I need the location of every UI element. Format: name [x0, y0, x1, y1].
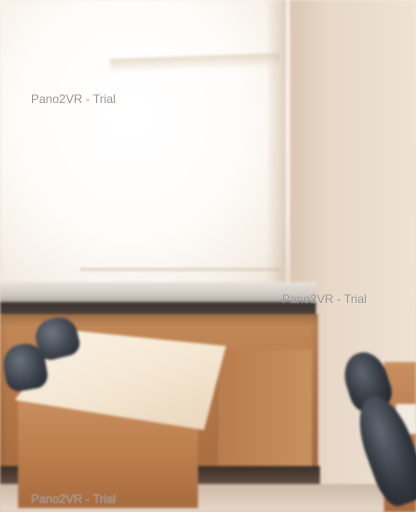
window-blind-edge — [80, 268, 280, 271]
watermark-middle-right: Pano2VR - Trial — [282, 292, 367, 306]
watermark-bottom-left: Pano2VR - Trial — [31, 492, 116, 506]
window-bright — [0, 0, 290, 290]
window-frame-right — [268, 0, 286, 285]
watermark-top-left: Pano2VR - Trial — [31, 92, 116, 106]
window-sill — [0, 282, 316, 304]
cabinet-panel — [216, 350, 312, 468]
